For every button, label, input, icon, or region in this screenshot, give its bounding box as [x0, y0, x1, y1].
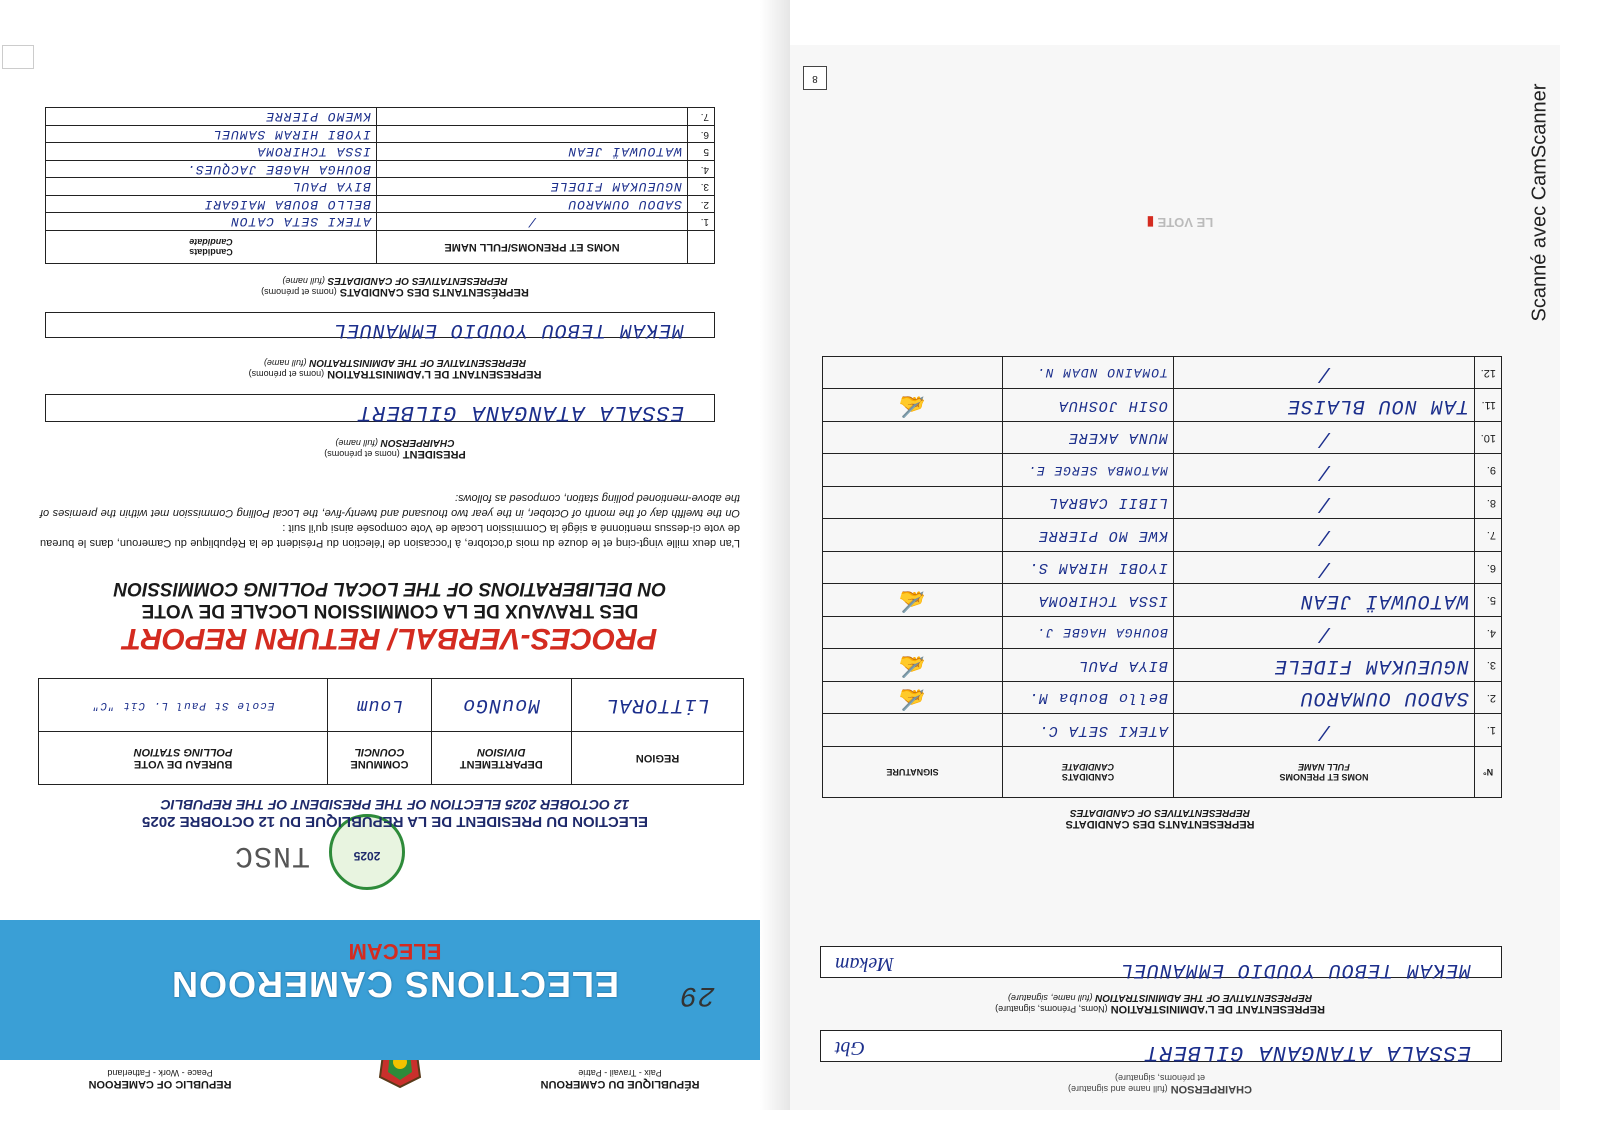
location-table	[38, 678, 744, 785]
candidate-name: IYOBI HIRAM S.	[1003, 552, 1174, 585]
loc-header-polling-station	[39, 732, 328, 785]
table-row	[823, 649, 1502, 682]
admin-unit-fr: (noms et prénoms)	[248, 369, 325, 379]
row-number: 6.	[1475, 552, 1502, 585]
cand-header-fr: CANDIDATS	[1061, 772, 1115, 782]
loc-header-division	[431, 732, 571, 785]
left-page	[0, 0, 790, 1110]
candidate-name: ATEKI SETA CATON	[46, 213, 377, 231]
row-number: 1.	[1475, 714, 1502, 747]
rep-name: WATOUWAÏ JEAN	[377, 143, 688, 161]
reps-table	[45, 108, 715, 265]
republic-fr-text: RÉPUBLIQUE DU CAMEROUN	[540, 1078, 700, 1090]
report-title-fr: DES TRAVAUX DE LA COMMISSION LOCALE DE VOTE	[141, 600, 639, 621]
candidate-name: BELLO BOUBA MAIGARI	[46, 196, 377, 214]
table-row	[823, 519, 1502, 552]
reps-header-num	[688, 231, 715, 264]
rep-table-header	[823, 747, 1502, 798]
right-page	[790, 45, 1560, 1110]
reps-label	[180, 275, 610, 298]
table-row	[823, 682, 1502, 715]
admin-label-en: REPRESENTATIVE OF THE ADMINISTRATION	[309, 357, 527, 368]
rep-name: /	[1174, 519, 1475, 552]
candidate-name: MUNA AKERE	[1003, 422, 1174, 455]
name-header-en: FULL NAME	[1298, 762, 1350, 772]
station-label-en: POLLING STATION	[133, 746, 233, 758]
candidate-name: ISSA TCHIROMA	[46, 143, 377, 161]
president-name-box	[45, 394, 715, 425]
admin-unit-fr-right: (Noms, Prénoms, signature)	[995, 1004, 1108, 1014]
candidate-name: ATEKI SETA C.	[1003, 714, 1174, 747]
page-number-box: 8	[803, 66, 827, 90]
candidate-name: BIYA PAUL	[1003, 649, 1174, 682]
reps-header-cand-fr: Candidats	[189, 247, 233, 257]
station-label-fr: BUREAU DE VOTE	[133, 758, 233, 770]
president-unit-fr: (noms et prénoms)	[324, 449, 400, 459]
banner-subtitle: ELECAM	[348, 939, 442, 964]
handwritten-number: 29	[679, 979, 715, 1010]
report-title-en: ON DELIBERATIONS OF THE LOCAL POLLING COMMISSION	[113, 578, 667, 599]
rep-name: /	[1174, 617, 1475, 650]
stamp-text: TNSC	[233, 838, 310, 872]
report-title	[30, 577, 750, 655]
table-row	[46, 143, 715, 161]
admin-unit-en-right: (full name, signature)	[1007, 993, 1093, 1003]
row-number: 5	[688, 143, 715, 161]
signature-header: SIGNATURE	[823, 747, 1003, 798]
rep-name: /	[1174, 454, 1475, 487]
banner-title: ELECTIONS CAMEROON	[171, 964, 620, 1005]
table-row	[823, 584, 1502, 617]
president-label-en: CHAIRPERSON	[380, 437, 455, 448]
rep-name: WATOUWAÏ JEAN	[1174, 584, 1475, 617]
row-number: 8.	[1475, 487, 1502, 520]
election-title	[40, 797, 750, 830]
rep-name	[377, 126, 688, 144]
row-number: 1.	[688, 213, 715, 231]
reps-header-row	[46, 231, 715, 264]
candidate-name: KWEMO PIERRE	[46, 108, 377, 126]
header-fragment	[980, 214, 1380, 230]
rep-name	[377, 161, 688, 179]
header-fragment-text: LE VOTE	[1157, 215, 1214, 230]
report-title-main: PROCES-VERBAL/ RETURN REPORT	[122, 622, 658, 655]
reps-label-right	[940, 807, 1380, 830]
signature-cell	[823, 422, 1003, 455]
table-row	[46, 161, 715, 179]
republic-en-text: REPUBLIC OF CAMEROON	[88, 1078, 232, 1090]
signature-cell: ✍	[823, 389, 1003, 422]
table-row	[823, 487, 1502, 520]
admin-name: MEKAM TEBOU YOUDIO EMMANUEL	[332, 318, 684, 341]
cut-text	[910, 1073, 1410, 1095]
station-value: Ecole St Paul L. Cit "C"	[39, 679, 328, 732]
name-header-fr: NOMS ET PRENOMS	[1279, 772, 1369, 782]
admin-label-fr: REPRESENTANT DE L'ADMINISTRATION	[327, 368, 542, 380]
num-header: N°	[1475, 747, 1502, 798]
candidate-name: BOUHGA HAGBE JACQUES.	[46, 161, 377, 179]
table-row	[823, 552, 1502, 585]
page-fold	[760, 0, 790, 1110]
table-row	[46, 178, 715, 196]
table-row	[46, 126, 715, 144]
admin-signature: Mekam	[835, 953, 894, 975]
reps-header-cand-en: Candidate	[189, 237, 233, 247]
row-number: 5.	[1475, 584, 1502, 617]
admin-label-en-right: REPRESENTATIVE OF THE ADMINISTRATION	[1095, 992, 1313, 1003]
signature-cell: ✍	[823, 682, 1003, 715]
rep-name: /	[1174, 422, 1475, 455]
chair-signature: Gbt	[835, 1037, 865, 1059]
reps-label-fr-right: REPRESENTANTS DES CANDIDATS	[1065, 818, 1255, 830]
table-row	[823, 714, 1502, 747]
council-value: Loum	[328, 679, 431, 732]
signature-cell	[823, 714, 1003, 747]
rep-name: /	[1174, 714, 1475, 747]
signature-cell	[823, 454, 1003, 487]
row-number: 12.	[1475, 357, 1502, 390]
row-number: 6.	[688, 126, 715, 144]
president-label-fr: PRESIDENT	[402, 448, 466, 460]
president-name: ESSALA ATANGANA GILBERT	[357, 400, 684, 425]
intro-paragraph	[40, 490, 740, 550]
table-row	[46, 108, 715, 126]
admin-name-box	[45, 312, 715, 341]
intro-en: On the twelfth day of the month of October, in the year two thousand and twenty-five, the Local Polling Commission met within the premises of the above-mentioned polling station, composed as follows:	[40, 492, 740, 519]
division-value: MouNGo	[431, 679, 571, 732]
row-number: 7.	[688, 108, 715, 126]
rep-name	[377, 108, 688, 126]
row-number: 4.	[688, 161, 715, 179]
table-row	[823, 454, 1502, 487]
table-row	[46, 196, 715, 214]
logo-year: 2025	[353, 849, 381, 863]
region-label: REGION	[635, 752, 680, 764]
president-label	[220, 437, 570, 460]
motto-en: Peace - Work - Fatherland	[107, 1068, 213, 1078]
rep-name: NGUEUKAM FIDELE	[1174, 649, 1475, 682]
table-row	[46, 213, 715, 231]
president-unit-en: (full name)	[335, 438, 378, 448]
candidate-name: BOUHGA HAGBE J.	[1003, 617, 1174, 650]
reps-unit-fr: (noms et prénoms)	[261, 287, 337, 297]
admin-label-right	[880, 992, 1440, 1015]
signature-cell	[823, 487, 1003, 520]
rep-name: SADOU OUMAROU	[377, 196, 688, 214]
row-number: 2.	[688, 196, 715, 214]
elecam-banner	[0, 920, 790, 1060]
candidate-name: MATOMBA SERGE E.	[1003, 454, 1174, 487]
cand-header-en: CANDIDATE	[1061, 762, 1115, 772]
republic-en	[40, 1068, 280, 1090]
rep-name: NGUEUKAM FIDELE	[377, 178, 688, 196]
chair-name: ESSALA ATANGANA GILBERT	[1144, 1040, 1471, 1065]
admin-label-fr-right: REPRESENTANT DE L'ADMINISTRATION	[1110, 1003, 1325, 1015]
admin-name-box-right	[820, 946, 1502, 981]
row-number: 2.	[1475, 682, 1502, 715]
reps-label-en: REPRESENTATIVES OF CANDIDATES	[327, 275, 508, 286]
candidate-name: KWE MO PIERRE	[1003, 519, 1174, 552]
signature-cell	[823, 552, 1003, 585]
watermark-text: Scanné avec CamScanner	[1528, 83, 1551, 322]
cut-off-text: et prénoms, signature)	[1114, 1073, 1206, 1083]
candidate-name: BIYA PAUL	[46, 178, 377, 196]
reps-label-en-right: REPRESENTATIVES OF CANDIDATES	[1070, 807, 1251, 818]
candidate-name: LIBII CABRAL	[1003, 487, 1174, 520]
chair-name-box	[820, 1030, 1502, 1065]
election-title-fr: ELECTION DU PRESIDENT DE LA REPUBLIQUE DU 12 OCTOBRE 2025	[142, 813, 648, 830]
candidate-reps-table	[822, 356, 1502, 798]
division-label-en: DIVISION	[477, 746, 526, 758]
candidate-name: IYOBI HIRAM SAMUEL	[46, 126, 377, 144]
row-number: 7.	[1475, 519, 1502, 552]
candidate-name: TOMAINO NDAM N.	[1003, 357, 1174, 390]
council-label-en: COUNCIL	[354, 746, 405, 758]
republic-fr	[510, 1068, 730, 1090]
row-number: 9.	[1475, 454, 1502, 487]
signature-cell	[823, 617, 1003, 650]
row-number: 10.	[1475, 422, 1502, 455]
intro-fr: L'an deux mille vingt-cinq et le douze du mois d'octobre, à l'occasion de l'élection du Président de la République du Cameroun, dans le bureau de vote ci-dessus mentionné a siégé la Commission Locale de Vote composée ainsi qu'il suit :	[40, 522, 740, 549]
signature-cell: ✍	[823, 584, 1003, 617]
row-number: 3.	[688, 178, 715, 196]
admin-name-right: MEKAM TEBOU YOUDIO EMMANUEL	[1119, 958, 1471, 981]
camscanner-watermark	[1520, 30, 1560, 330]
candidate-name: OSIH JOSHUA	[1003, 389, 1174, 422]
table-row	[823, 422, 1502, 455]
name-header	[1174, 747, 1475, 798]
candidate-header	[1003, 747, 1174, 798]
region-value: LiTTORAL	[572, 679, 744, 732]
admin-unit-en: (full name)	[263, 358, 307, 368]
rep-name: /	[1174, 552, 1475, 585]
council-label-fr: COMMUNE	[350, 758, 409, 770]
row-number: 4.	[1475, 617, 1502, 650]
row-number: 11.	[1475, 389, 1502, 422]
red-mark-icon: ▮	[1146, 215, 1154, 230]
chair-unit-en: (full name and signature)	[1068, 1084, 1168, 1094]
motto-fr: Paix - Travail - Patrie	[578, 1068, 662, 1078]
loc-header-region	[572, 732, 744, 785]
rep-name: TAM NOU BLAISE	[1174, 389, 1475, 422]
reps-unit-en: (full name)	[282, 276, 325, 286]
election-title-en: 12 OCTOBER 2025 ELECTION OF THE PRESIDENT OF THE REPUBLIC	[160, 797, 630, 813]
row-number: 3.	[1475, 649, 1502, 682]
signature-cell	[823, 357, 1003, 390]
reps-header-name: NOMS ET PRENOMS/FULL NAME	[377, 231, 688, 264]
reps-header-candidate	[46, 231, 377, 264]
table-row	[823, 357, 1502, 390]
reps-label-fr: REPRÉSENTANTS DES CANDIDATS	[339, 286, 529, 298]
rep-name: /	[377, 213, 688, 231]
location-values-row	[39, 679, 744, 732]
signature-cell: ✍	[823, 649, 1003, 682]
signature-cell	[823, 519, 1003, 552]
division-label-fr: DEPARTEMENT	[459, 758, 543, 770]
location-header-row	[39, 732, 744, 785]
loc-header-council	[328, 732, 431, 785]
table-row	[823, 617, 1502, 650]
table-row	[823, 389, 1502, 422]
candidate-name: ISSA TCHIROMA	[1003, 584, 1174, 617]
rep-name: SADOU OUMAROU	[1174, 682, 1475, 715]
corner-tab-icon	[2, 45, 34, 69]
rep-name: /	[1174, 487, 1475, 520]
admin-label	[180, 357, 610, 380]
candidate-name: Bello Bouba M.	[1003, 682, 1174, 715]
chair-label-en: CHAIRPERSON	[1170, 1083, 1252, 1095]
rep-name: /	[1174, 357, 1475, 390]
